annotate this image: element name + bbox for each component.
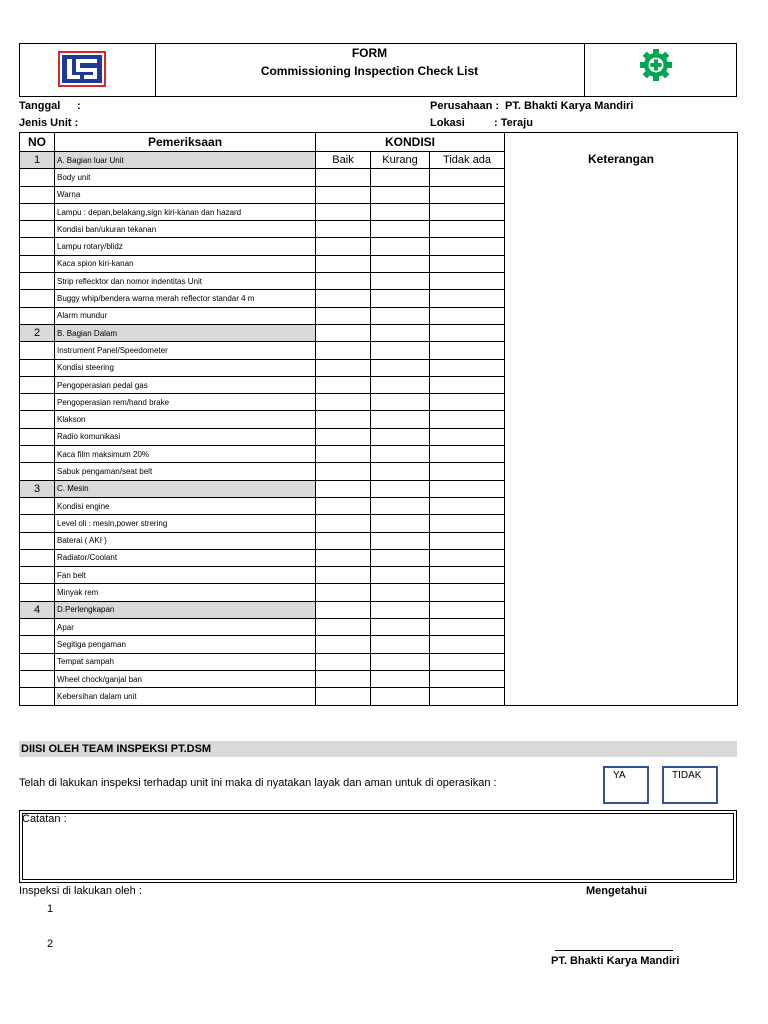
kurang-cell[interactable] <box>371 307 430 324</box>
check-item-label: Klakson <box>55 411 316 428</box>
baik-cell[interactable] <box>316 497 371 514</box>
check-item-label: Fan belt <box>55 567 316 584</box>
section-title: B. Bagian Dalam <box>55 324 316 341</box>
statement-text: Telah di lakukan inspeksi terhadap unit ini maka di nyatakan layak dan aman untuk di operasikan : <box>19 777 497 789</box>
baik-cell[interactable] <box>316 273 371 290</box>
kurang-cell[interactable] <box>371 342 430 359</box>
baik-cell[interactable] <box>316 584 371 601</box>
row-number <box>20 203 55 220</box>
tidak-ada-cell[interactable] <box>430 186 505 203</box>
baik-cell[interactable] <box>316 670 371 687</box>
tidak-ada-cell[interactable] <box>430 290 505 307</box>
lokasi-label: Lokasi <box>430 117 465 129</box>
check-item-label: Lampu : depan,belakang,sign kiri-kanan dan hazard <box>55 203 316 220</box>
section-number: 3 <box>20 480 55 497</box>
check-item-label: Tempat sampah <box>55 653 316 670</box>
section-title: C. Mesin <box>55 480 316 497</box>
kurang-cell[interactable] <box>371 515 430 532</box>
check-item-label: Strip reflecktor dan nomor indentitas Unit <box>55 273 316 290</box>
baik-cell[interactable] <box>316 238 371 255</box>
baik-cell[interactable] <box>316 411 371 428</box>
baik-cell[interactable] <box>316 428 371 445</box>
check-item-label: Warna <box>55 186 316 203</box>
check-item-label: Kaca spion kiri-kanan <box>55 255 316 272</box>
ya-checkbox[interactable] <box>603 766 649 804</box>
safety-gear-cross-icon <box>632 47 680 83</box>
check-item-label: Radio komunikasi <box>55 428 316 445</box>
check-item-label: Pengoperasian rem/hand brake <box>55 394 316 411</box>
section-title: D.Perlengkapan <box>55 601 316 618</box>
tidak-ada-cell[interactable] <box>430 515 505 532</box>
kurang-cell[interactable] <box>371 394 430 411</box>
kurang-cell[interactable] <box>371 549 430 566</box>
row-number <box>20 567 55 584</box>
kurang-cell[interactable] <box>371 636 430 653</box>
tidak-checkbox[interactable] <box>662 766 718 804</box>
tidak-ada-cell[interactable] <box>430 584 505 601</box>
baik-cell[interactable] <box>316 532 371 549</box>
row-number <box>20 307 55 324</box>
row-number <box>20 411 55 428</box>
inspector-1: 1 <box>47 903 54 915</box>
row-number <box>20 636 55 653</box>
company-signature: PT. Bhakti Karya Mandiri <box>551 955 680 967</box>
jenis-unit-label: Jenis Unit : <box>19 117 79 129</box>
check-item-label: Radiator/Coolant <box>55 549 316 566</box>
row-number <box>20 653 55 670</box>
baik-cell[interactable] <box>316 549 371 566</box>
kurang-cell[interactable] <box>371 567 430 584</box>
row-number <box>20 515 55 532</box>
check-item-label: Apar <box>55 619 316 636</box>
form-title-line2: Commissioning Inspection Check List <box>260 64 479 78</box>
company-logo-icon <box>58 51 106 87</box>
baik-cell[interactable] <box>316 255 371 272</box>
kurang-cell[interactable] <box>371 359 430 376</box>
catatan-box[interactable] <box>19 810 737 883</box>
lokasi-value: : Teraju <box>494 117 533 129</box>
row-number <box>20 290 55 307</box>
row-number <box>20 359 55 376</box>
sub-baik-header: Baik <box>316 152 371 169</box>
kurang-cell[interactable] <box>371 619 430 636</box>
tidak-ada-cell[interactable] <box>430 411 505 428</box>
tidak-ada-cell[interactable] <box>430 394 505 411</box>
catatan-inner-border <box>22 813 734 880</box>
baik-cell[interactable] <box>316 324 371 341</box>
check-item-label: Buggy whip/bendera warna merah reflector standar 4 m <box>55 290 316 307</box>
check-item-label: Minyak rem <box>55 584 316 601</box>
signature-line <box>555 950 673 951</box>
col-kondisi-header: KONDISI <box>316 133 505 152</box>
tidak-ada-cell[interactable] <box>430 532 505 549</box>
row-number <box>20 428 55 445</box>
tidak-ada-cell[interactable] <box>430 203 505 220</box>
kurang-cell[interactable] <box>371 428 430 445</box>
row-number <box>20 394 55 411</box>
baik-cell[interactable] <box>316 394 371 411</box>
tidak-ada-cell[interactable] <box>430 567 505 584</box>
row-number <box>20 342 55 359</box>
check-item-label: Instrument Panel/Speedometer <box>55 342 316 359</box>
baik-cell[interactable] <box>316 203 371 220</box>
baik-cell[interactable] <box>316 636 371 653</box>
tidak-ada-cell[interactable] <box>430 359 505 376</box>
tidak-ada-cell[interactable] <box>430 307 505 324</box>
tidak-ada-cell[interactable] <box>430 636 505 653</box>
tidak-ada-cell[interactable] <box>430 601 505 618</box>
check-item-label: Kondisi engine <box>55 497 316 514</box>
section-number: 1 <box>20 152 55 169</box>
tidak-ada-cell[interactable] <box>430 670 505 687</box>
baik-cell[interactable] <box>316 307 371 324</box>
row-number <box>20 376 55 393</box>
row-number <box>20 446 55 463</box>
baik-cell[interactable] <box>316 290 371 307</box>
col-keterangan-header: Keterangan <box>505 133 738 706</box>
section-title: A. Bagian luar Unit <box>55 152 316 169</box>
section-number: 4 <box>20 601 55 618</box>
perusahaan-label: Perusahaan : <box>430 100 500 112</box>
tidak-ada-cell[interactable] <box>430 619 505 636</box>
kurang-cell[interactable] <box>371 584 430 601</box>
tidak-ada-cell[interactable] <box>430 273 505 290</box>
tidak-ada-cell[interactable] <box>430 428 505 445</box>
section-number: 2 <box>20 324 55 341</box>
tidak-ada-cell[interactable] <box>430 324 505 341</box>
row-number <box>20 584 55 601</box>
check-item-label: Kebersihan dalam unit <box>55 688 316 705</box>
kurang-cell[interactable] <box>371 255 430 272</box>
tidak-ada-cell[interactable] <box>430 480 505 497</box>
row-number <box>20 497 55 514</box>
kurang-cell[interactable] <box>371 238 430 255</box>
check-item-label: Body unit <box>55 169 316 186</box>
row-number <box>20 670 55 687</box>
baik-cell[interactable] <box>316 446 371 463</box>
baik-cell[interactable] <box>316 463 371 480</box>
tidak-ada-cell[interactable] <box>430 255 505 272</box>
kurang-cell[interactable] <box>371 169 430 186</box>
catatan-label: Catatan : <box>22 813 67 825</box>
tidak-ada-cell[interactable] <box>430 376 505 393</box>
sub-kurang-header: Kurang <box>371 152 430 169</box>
mengetahui-label: Mengetahui <box>586 885 648 897</box>
tidak-ada-cell[interactable] <box>430 463 505 480</box>
baik-cell[interactable] <box>316 515 371 532</box>
sub-tidak-ada-header: Tidak ada <box>430 152 505 169</box>
tidak-ada-cell[interactable] <box>430 238 505 255</box>
band-title: DIISI OLEH TEAM INSPEKSI PT.DSM <box>21 743 212 755</box>
kurang-cell[interactable] <box>371 670 430 687</box>
baik-cell[interactable] <box>316 480 371 497</box>
tidak-ada-cell[interactable] <box>430 342 505 359</box>
tanggal-label: Tanggal <box>19 100 61 112</box>
kurang-cell[interactable] <box>371 497 430 514</box>
tidak-label: TIDAK <box>672 770 702 781</box>
check-item-label: Kondisi ban/ukuran tekanan <box>55 221 316 238</box>
baik-cell[interactable] <box>316 376 371 393</box>
kurang-cell[interactable] <box>371 376 430 393</box>
row-number <box>20 273 55 290</box>
check-item-label: Sabuk pengaman/seat belt <box>55 463 316 480</box>
baik-cell[interactable] <box>316 186 371 203</box>
form-header <box>19 43 737 97</box>
row-number <box>20 238 55 255</box>
tanggal-colon: : <box>77 100 81 112</box>
check-item-label: Kondisi steering <box>55 359 316 376</box>
baik-cell[interactable] <box>316 359 371 376</box>
tidak-ada-cell[interactable] <box>430 169 505 186</box>
check-item-label: Kaca film maksimum 20% <box>55 446 316 463</box>
baik-cell[interactable] <box>316 688 371 705</box>
kurang-cell[interactable] <box>371 186 430 203</box>
kurang-cell[interactable] <box>371 273 430 290</box>
col-no-header: NO <box>20 133 55 152</box>
row-number <box>20 619 55 636</box>
baik-cell[interactable] <box>316 342 371 359</box>
tidak-ada-cell[interactable] <box>430 653 505 670</box>
kurang-cell[interactable] <box>371 653 430 670</box>
check-item-label: Segitiga pengaman <box>55 636 316 653</box>
check-item-label: Alarm mundur <box>55 307 316 324</box>
inspeksi-label: Inspeksi di lakukan oleh : <box>19 885 142 897</box>
row-number <box>20 688 55 705</box>
inspector-2: 2 <box>47 938 54 950</box>
baik-cell[interactable] <box>316 619 371 636</box>
kurang-cell[interactable] <box>371 532 430 549</box>
header-divider-right <box>584 44 585 96</box>
row-number <box>20 169 55 186</box>
check-item-label: Pengoperasian pedal gas <box>55 376 316 393</box>
tidak-ada-cell[interactable] <box>430 549 505 566</box>
ya-label: YA <box>613 770 626 781</box>
kurang-cell[interactable] <box>371 688 430 705</box>
kurang-cell[interactable] <box>371 203 430 220</box>
kurang-cell[interactable] <box>371 480 430 497</box>
check-item-label: Baterai ( AKI ) <box>55 532 316 549</box>
row-number <box>20 221 55 238</box>
baik-cell[interactable] <box>316 601 371 618</box>
row-number <box>20 549 55 566</box>
kurang-cell[interactable] <box>371 601 430 618</box>
col-pemeriksaan-header: Pemeriksaan <box>55 133 316 152</box>
check-item-label: Wheel chock/ganjal ban <box>55 670 316 687</box>
row-number <box>20 532 55 549</box>
kurang-cell[interactable] <box>371 221 430 238</box>
row-number <box>20 255 55 272</box>
kurang-cell[interactable] <box>371 290 430 307</box>
row-number <box>20 186 55 203</box>
baik-cell[interactable] <box>316 169 371 186</box>
inspection-table <box>19 132 738 706</box>
tidak-ada-cell[interactable] <box>430 221 505 238</box>
baik-cell[interactable] <box>316 221 371 238</box>
form-title-line1: FORM <box>351 46 388 60</box>
perusahaan-value: PT. Bhakti Karya Mandiri <box>505 100 634 112</box>
kurang-cell[interactable] <box>371 324 430 341</box>
row-number <box>20 463 55 480</box>
kurang-cell[interactable] <box>371 463 430 480</box>
inspection-team-band <box>19 741 737 757</box>
kurang-cell[interactable] <box>371 446 430 463</box>
kurang-cell[interactable] <box>371 411 430 428</box>
tidak-ada-cell[interactable] <box>430 688 505 705</box>
baik-cell[interactable] <box>316 653 371 670</box>
baik-cell[interactable] <box>316 567 371 584</box>
check-item-label: Level oli : mesin,power strering <box>55 515 316 532</box>
tidak-ada-cell[interactable] <box>430 497 505 514</box>
tidak-ada-cell[interactable] <box>430 446 505 463</box>
check-item-label: Lampu rotary/blidz <box>55 238 316 255</box>
